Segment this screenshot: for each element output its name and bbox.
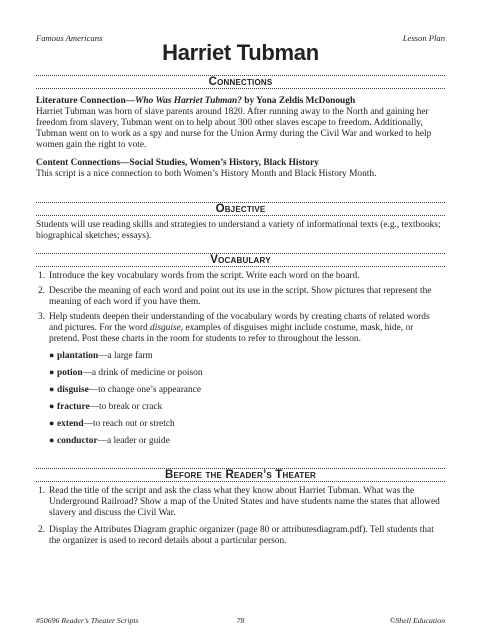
list-item xyxy=(36,271,445,282)
vocab-word: fracture xyxy=(57,402,90,412)
step-number: 1. xyxy=(38,486,46,496)
step-text: Describe the meaning of each word and point out its use in the script. Show pictures that represent the meaning of each word if you have them. xyxy=(49,286,432,307)
content-connections-heading: Content Connections—Social Studies, Women’s History, Black History xyxy=(36,158,319,168)
list-item xyxy=(36,286,445,308)
page-title: Harriet Tubman xyxy=(162,40,319,65)
footer-page-number: 78 xyxy=(236,616,245,625)
vocab-item xyxy=(36,436,445,447)
literature-connection-text: Harriet Tubman was born of slave parents around 1820. After running away to the North and gaining her freedom from slavery, Tubman went on to help about 300 other slaves escape to freedom. Additionally, Tubman went on to work as a spy and nurse for the Union Army during the Civil War and worked to help women gain the right to vote. xyxy=(36,107,432,150)
step-number: 3. xyxy=(38,312,46,322)
literature-connection-lead: Literature Connection— xyxy=(36,96,136,106)
vocab-word: potion xyxy=(57,368,83,378)
header-series: Famous Americans xyxy=(36,33,103,43)
objective-section xyxy=(36,220,445,242)
vocab-item xyxy=(36,368,445,379)
vocab-definition: —to change one’s appearance xyxy=(88,385,201,395)
example-word: disguise xyxy=(150,323,181,333)
bullet-icon: ● xyxy=(49,367,55,377)
connections-heading: Connections xyxy=(208,76,273,88)
book-author: by Yona Zeldis McDonough xyxy=(241,96,356,106)
vocab-word: extend xyxy=(57,419,84,429)
step-number: 2. xyxy=(38,525,46,535)
vocab-item xyxy=(36,402,445,413)
footer-book-id: #50696 Reader’s Theater Scripts xyxy=(36,616,139,625)
step-number: 1. xyxy=(38,271,46,281)
before-steps xyxy=(36,486,445,547)
vocab-item xyxy=(36,385,445,396)
vocab-definition: —to break or crack xyxy=(89,402,163,412)
list-item xyxy=(36,486,445,519)
footer-publisher: ©Shell Education xyxy=(389,616,445,625)
step-number: 2. xyxy=(38,286,46,296)
vocab-item xyxy=(36,419,445,430)
bullet-icon: ● xyxy=(49,350,55,360)
vocab-word: plantation xyxy=(57,351,99,361)
literature-connection-heading xyxy=(36,96,445,107)
vocab-word: disguise xyxy=(57,385,89,395)
content-connections-text: This script is a nice connection to both Women’s History Month and Black History Month. xyxy=(36,169,377,179)
section-heading-vocabulary xyxy=(36,253,445,266)
vocabulary-word-list xyxy=(36,351,445,447)
vocab-word: conductor xyxy=(57,436,98,446)
bullet-icon: ● xyxy=(49,384,55,394)
before-section xyxy=(36,486,445,551)
vocab-definition: —a large farm xyxy=(98,351,153,361)
vocabulary-section xyxy=(36,271,445,453)
step-text: Help students deepen their understanding of the vocabulary words by creating charts of related words and pictures. For the word xyxy=(49,312,430,333)
step-text: Introduce the key vocabulary words from the script. Write each word on the board. xyxy=(49,271,360,281)
header-doc-type: Lesson Plan xyxy=(402,33,445,43)
section-heading-connections xyxy=(36,75,445,88)
vocabulary-heading: Vocabulary xyxy=(210,254,271,266)
list-item xyxy=(36,525,445,547)
list-item xyxy=(36,312,445,345)
vocab-definition: —a leader or guide xyxy=(97,436,170,446)
vocab-item xyxy=(36,351,445,362)
step-text: Display the Attributes Diagram graphic organizer (page 80 or attributesdiagram.pdf). Tell students that the organizer is used to record details about a particular person. xyxy=(49,525,434,546)
lesson-plan-page xyxy=(36,0,445,640)
step-text: Read the title of the script and ask the class what they know about Harriet Tubman. What was the Underground Railroad? Show a map of the United States and have students name the states that allowed slavery and discuss the Civil War. xyxy=(49,486,440,518)
vocabulary-steps xyxy=(36,271,445,345)
before-heading: Before the Reader’s Theater xyxy=(164,469,316,481)
section-heading-objective xyxy=(36,202,445,215)
vocab-definition: —to reach out or stretch xyxy=(83,419,175,429)
book-title: Who Was Harriet Tubman? xyxy=(135,96,242,106)
vocab-definition: —a drink of medicine or poison xyxy=(82,368,203,378)
step-text: , examples of disguises might include costume, mask, hide, or pretend. Post these charts in the room for students to refer to throughout the lesson. xyxy=(49,323,414,344)
connections-section xyxy=(36,96,445,180)
bullet-icon: ● xyxy=(49,401,55,411)
bullet-icon: ● xyxy=(49,418,55,428)
bullet-icon: ● xyxy=(49,435,55,445)
objective-text: Students will use reading skills and strategies to understand a variety of informational texts (e.g., textbooks; biographical sketches; essays). xyxy=(36,220,441,241)
section-heading-before xyxy=(36,468,445,481)
objective-heading: Objective xyxy=(215,203,266,215)
